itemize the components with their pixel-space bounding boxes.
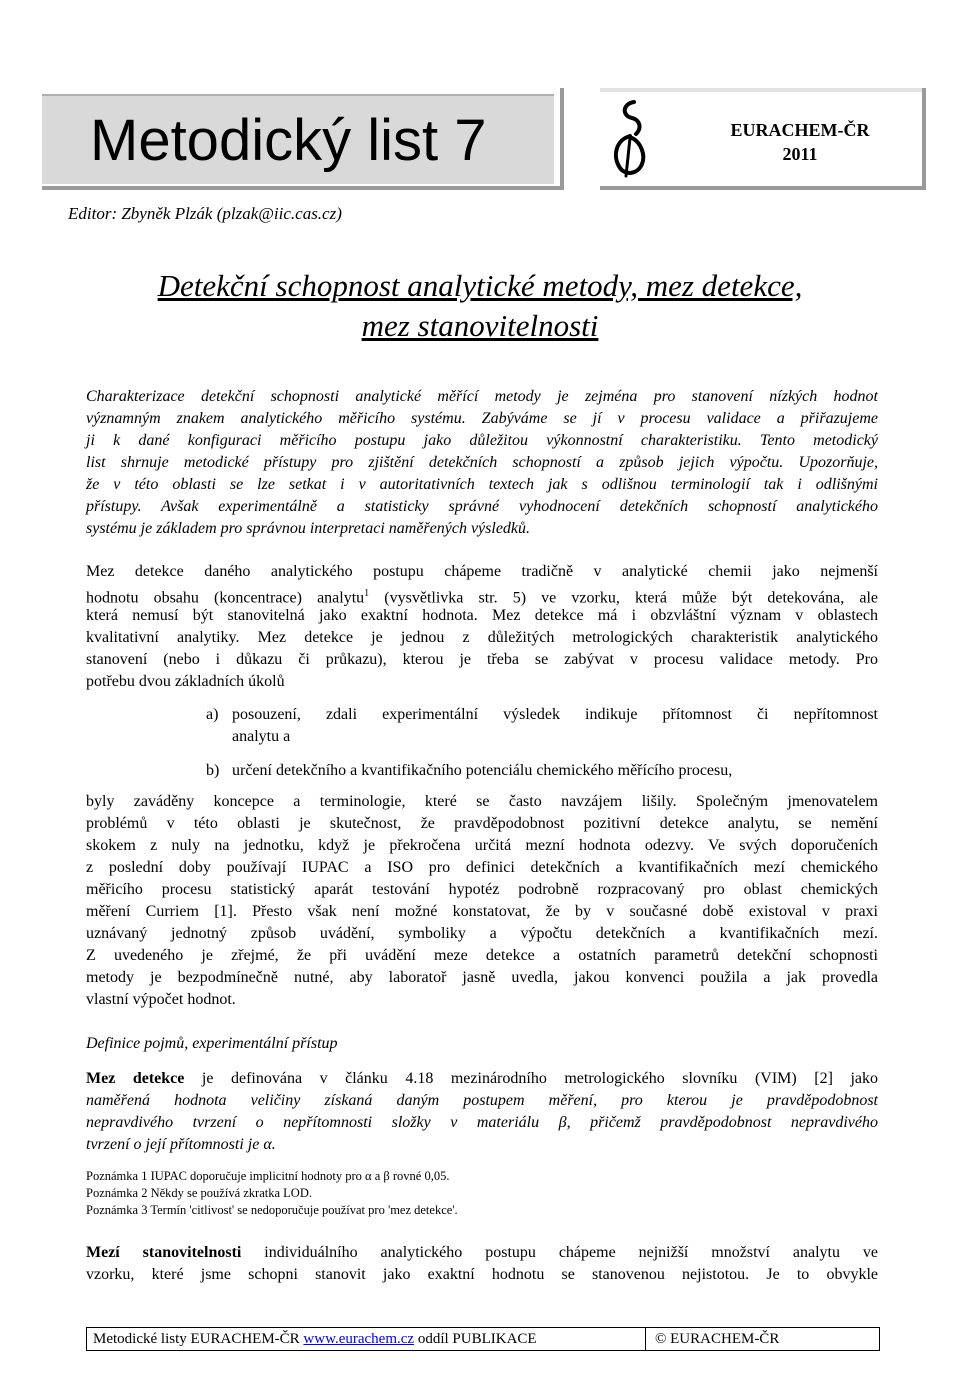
header-title-box — [42, 88, 564, 190]
text-run: individuálního analytického postupu chápeme nejnižší množství analytu ve — [241, 1244, 879, 1261]
org-year: 2011 — [782, 144, 818, 164]
paragraph-line: metody je bezpodmínečně nutné, aby laboratoř jasně uvedla, jakou konvenci použila a jak provedla — [86, 969, 878, 986]
text-run: je definována v článku 4.18 mezinárodního metrologického slovníku (VIM) [2] jako — [184, 1070, 878, 1087]
note-2: Poznámka 2 Někdy se používá zkratka LOD. — [86, 1186, 312, 1200]
page-title: Metodický list 7 — [90, 108, 487, 173]
header-org-text — [710, 118, 890, 166]
editor-line: Editor: Zbyněk Plzák (plzak@iic.cas.cz) — [68, 204, 342, 223]
page-footer — [86, 1327, 880, 1351]
paragraph-line: nepravdivého tvrzení o nepřítomnosti složky v materiálu β, přičemž pravděpodobnost nepravdivého — [86, 1114, 878, 1131]
list-item-label: a) — [206, 706, 219, 723]
org-name: EURACHEM-ČR — [730, 120, 870, 140]
paragraph-line: měření Curriem [1]. Přesto však není možné konstatovat, že by v současné době existoval v praxi — [86, 903, 878, 920]
paragraph-mez-stanovitelnosti — [86, 1242, 878, 1286]
header-org-top-rule — [600, 88, 922, 92]
paragraph-line: která nemusí být stanovitelná jako exaktní hodnota. Mez detekce má i obzvláštní význam v oblastech — [86, 607, 878, 624]
text-run: hodnotu obsahu (koncentrace) analytu — [86, 589, 365, 607]
paragraph-line: problémů v této oblasti je skutečnost, že pravděpodobnost pozitivní detekce analytu, se nemění — [86, 815, 878, 832]
document-title-line-1: Detekční schopnost analytické metody, mez detekce, — [157, 268, 803, 303]
text-run: (vysvětlivka str. 5) ve vzorku, která může být detekována, ale — [369, 589, 879, 607]
document-title-line-2: mez stanovitelnosti — [361, 308, 599, 343]
footer-link[interactable]: www.eurachem.cz — [303, 1331, 415, 1347]
paragraph-line — [86, 1242, 878, 1264]
list-item-row — [206, 704, 878, 726]
term-bold: Mezí stanovitelnosti — [86, 1244, 242, 1261]
paragraph-line: vzorku, které jsme schopni stanovit jako exaktní hodnotu se stanovenou nejistotou. Je to obvykle — [86, 1266, 878, 1283]
paragraph-line: tvrzení o její přítomnosti je α. — [86, 1136, 276, 1153]
footer-text: Metodické listy EURACHEM-ČR — [93, 1331, 304, 1347]
note-3: Poznámka 3 Termín 'citlivost' se nedoporučuje používat pro 'mez detekce'. — [86, 1203, 458, 1217]
list-item-text: analytu a — [232, 728, 291, 745]
footnote-marker: 1 — [364, 588, 370, 599]
intro-line: významným znakem analytického měřicího systému. Zabýváme se jí v procesu validace a přiřazujeme — [86, 410, 878, 427]
paragraph-line: vlastní výpočet hodnot. — [86, 991, 236, 1008]
paragraph-definice — [86, 1068, 878, 1156]
paragraph-line: uznávaný jednotný způsob uvádění, symboliky a výpočtu detekčních a kvantifikačních mezí. — [86, 925, 878, 942]
paragraph-line: kvalitativní analytiky. Mez detekce je jednou z důležitých metrologických charakteristik analytického — [86, 629, 878, 646]
intro-line: že v této oblasti se lze setkat i v autoritativních textech jak s odlišnou terminologií tak i odlišnými — [86, 476, 878, 493]
list-item-b — [206, 760, 878, 782]
list-item-a — [206, 704, 878, 748]
eurachem-logo-icon — [608, 98, 652, 178]
paragraph-line — [86, 583, 878, 605]
footer-text: oddíl PUBLIKACE — [414, 1331, 537, 1347]
paragraph-line: z poslední doby používají IUPAC a ISO pro definici detekčních a kvantifikačních mezí chemického — [86, 859, 878, 876]
paragraph-line: potřebu dvou základních úkolů — [86, 673, 285, 690]
footer-left — [93, 1328, 537, 1350]
term-bold: Mez detekce — [86, 1070, 185, 1087]
intro-line: systému je základem pro správnou interpretaci naměřených výsledků. — [86, 520, 531, 537]
intro-line: přístupy. Avšak experimentálně a statisticky správné vyhodnocení detekčních schopností analytického — [86, 498, 878, 515]
footer-divider — [645, 1328, 646, 1350]
paragraph-line: měřicího procesu statistický aparát testování hypotéz podrobně rozpracovaný pro oblast chemických — [86, 881, 878, 898]
paragraph-line: Z uvedeného je zřejmé, že při uvádění meze detekce a ostatních parametrů detekční schopnosti — [86, 947, 878, 964]
list-item-text: určení detekčního a kvantifikačního potenciálu chemického měřícího procesu, — [232, 762, 733, 779]
header-org-box — [600, 88, 926, 190]
list-item-label: b) — [206, 762, 220, 779]
section-heading: Definice pojmů, experimentální přístup — [86, 1035, 338, 1052]
paragraph-mez-detekce-intro — [86, 561, 878, 693]
paragraph-line: byly zaváděny koncepce a terminologie, které se často navzájem lišily. Společným jmenovatelem — [86, 793, 878, 810]
paragraph-line: naměřená hodnota veličiny získaná daným postupem měření, pro kterou je pravděpodobnost — [86, 1092, 878, 1109]
paragraph-line: stanovení (nebo i důkazu či průkazu), kterou je třeba se zabývat v procesu validace metody. Pro — [86, 651, 878, 668]
footer-copyright: © EURACHEM-ČR — [655, 1331, 780, 1347]
list-item-text: posouzení, zdali experimentální výsledek indikuje přítomnost či nepřítomnost — [232, 706, 878, 723]
paragraph-koncepce — [86, 791, 878, 1011]
intro-line: ji k dané konfiguraci měřicího postupu jako důležitou výkonnostní charakteristiku. Tento metodický — [86, 432, 878, 449]
header-title-background — [42, 94, 554, 184]
paragraph-line: Mez detekce daného analytického postupu chápeme tradičně v analytické chemii jako nejmenší — [86, 563, 878, 580]
paragraph-line — [86, 1068, 878, 1090]
paragraph-line: skokem z nuly na jednotku, když je překročena určitá mezní hodnota odezvy. Ve svých doporučeních — [86, 837, 878, 854]
intro-paragraph — [86, 386, 878, 540]
intro-line: Charakterizace detekční schopnosti analytické měřící metody je zejména pro stanovení nízkých hodnot — [86, 388, 878, 405]
intro-line: list shrnuje metodické přístupy pro zjištění detekčních schopností a způsob jejich výpočtu. Upozorňuje, — [86, 454, 878, 471]
note-1: Poznámka 1 IUPAC doporučuje implicitní hodnoty pro α a β rovné 0,05. — [86, 1169, 450, 1183]
